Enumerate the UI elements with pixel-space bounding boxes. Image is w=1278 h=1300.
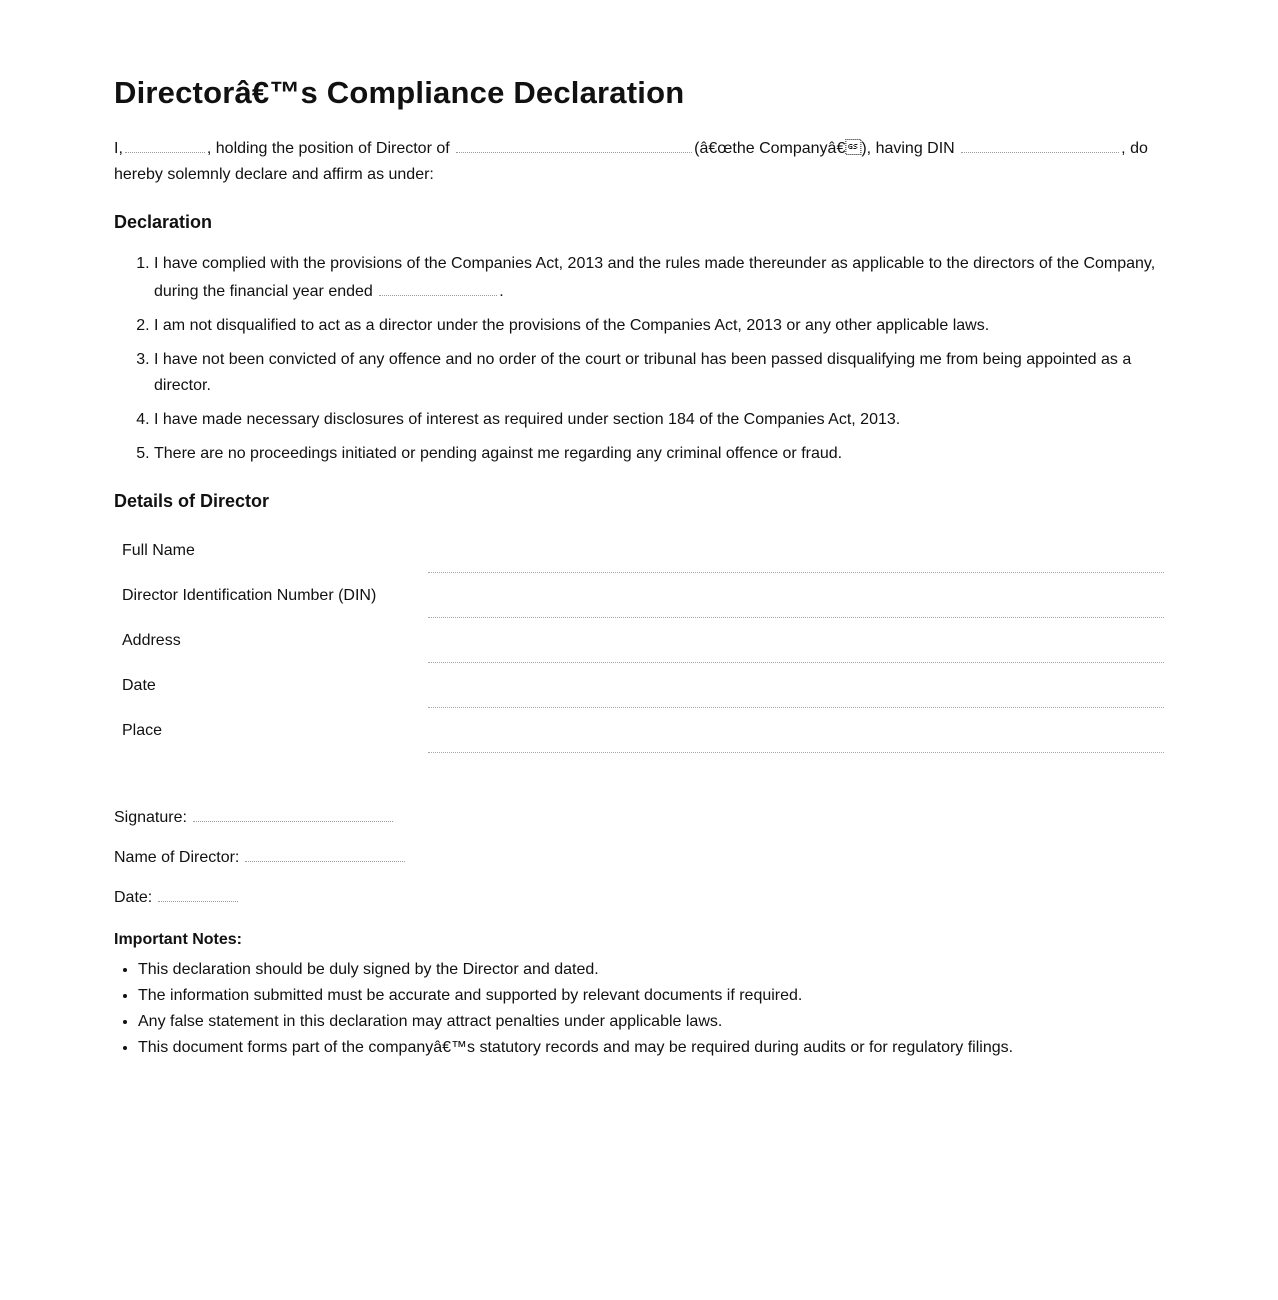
declaration-item-text: I have complied with the provisions of the Companies Act, 2013 and the rules made thereunder as applicable to the directors of the Company, during the financial year ended bbox=[154, 255, 1156, 300]
sign-date-label: Date: bbox=[114, 889, 153, 906]
place-field[interactable] bbox=[428, 708, 1164, 753]
full-name-field[interactable] bbox=[428, 528, 1164, 573]
sign-date-blank[interactable] bbox=[158, 885, 238, 902]
declaration-item bbox=[154, 251, 1164, 305]
director-name-label: Name of Director: bbox=[114, 849, 240, 866]
notes-heading: Important Notes: bbox=[114, 931, 242, 948]
intro-paragraph bbox=[114, 134, 1154, 188]
sign-date-row bbox=[114, 885, 1164, 925]
page-title: Directorâ€™s Compliance Declaration bbox=[114, 75, 685, 110]
full-name-label: Full Name bbox=[122, 541, 195, 559]
note-item: • This document forms part of the companyâ€™s statutory records and may be required during audits or for regulatory filings. bbox=[138, 1035, 1164, 1061]
company-name-blank[interactable] bbox=[456, 134, 692, 153]
note-item: • This declaration should be duly signed by the Director and dated. bbox=[138, 957, 1164, 983]
din-label: Director Identification Number (DIN) bbox=[122, 586, 377, 604]
details-heading: Details of Director bbox=[114, 491, 270, 511]
declaration-item-text: I have made necessary disclosures of interest as required under section 184 of the Companies Act, 2013. bbox=[154, 411, 901, 428]
date-label: Date bbox=[122, 676, 156, 694]
details-row-place bbox=[114, 708, 1164, 753]
details-row-full-name bbox=[114, 528, 1164, 573]
declaration-item-text: I am not disqualified to act as a director under the provisions of the Companies Act, 2013 or any other applicable laws. bbox=[154, 317, 990, 334]
intro-text-1: I, bbox=[114, 140, 123, 157]
director-name-sign-blank[interactable] bbox=[245, 845, 405, 862]
declaration-heading: Declaration bbox=[114, 212, 213, 232]
details-row-address bbox=[114, 618, 1164, 663]
note-item: • Any false statement in this declaration may attract penalties under applicable laws. bbox=[138, 1009, 1164, 1035]
signature-row bbox=[114, 805, 1164, 845]
address-label: Address bbox=[122, 631, 181, 649]
declaration-item bbox=[154, 313, 1164, 339]
signature-label: Signature: bbox=[114, 809, 187, 826]
intro-text-4: , do hereby solemnly declare and affirm as under: bbox=[114, 140, 1148, 183]
date-field[interactable] bbox=[428, 663, 1164, 708]
din-field[interactable] bbox=[428, 573, 1164, 618]
signature-blank[interactable] bbox=[193, 805, 393, 822]
details-table bbox=[114, 528, 1164, 753]
declaration-list bbox=[114, 251, 1164, 467]
declaration-item bbox=[154, 347, 1164, 399]
declaration-item-text: There are no proceedings initiated or pending against me regarding any criminal offence or fraud. bbox=[154, 445, 843, 462]
notes-list bbox=[114, 957, 1164, 1061]
address-field[interactable] bbox=[428, 618, 1164, 663]
signature-block bbox=[114, 805, 1164, 925]
declaration-item bbox=[154, 441, 1164, 467]
intro-text-3: (â€œthe Companyâ€ ), having DIN bbox=[694, 140, 955, 157]
director-name-row bbox=[114, 845, 1164, 885]
declaration-item-suffix: . bbox=[499, 283, 504, 300]
intro-text-2: , holding the position of Director of bbox=[206, 140, 450, 157]
declaration-item bbox=[154, 407, 1164, 433]
din-blank[interactable] bbox=[961, 134, 1119, 153]
note-item: • The information submitted must be accurate and supported by relevant documents if required. bbox=[138, 983, 1164, 1009]
place-label: Place bbox=[122, 721, 163, 739]
details-row-date bbox=[114, 663, 1164, 708]
details-row-din bbox=[114, 573, 1164, 618]
director-name-blank[interactable] bbox=[125, 134, 205, 153]
declaration-item-text: I have not been convicted of any offence and no order of the court or tribunal has been passed disqualifying me from being appointed as a director. bbox=[154, 351, 1132, 394]
financial-year-blank[interactable] bbox=[379, 277, 497, 296]
